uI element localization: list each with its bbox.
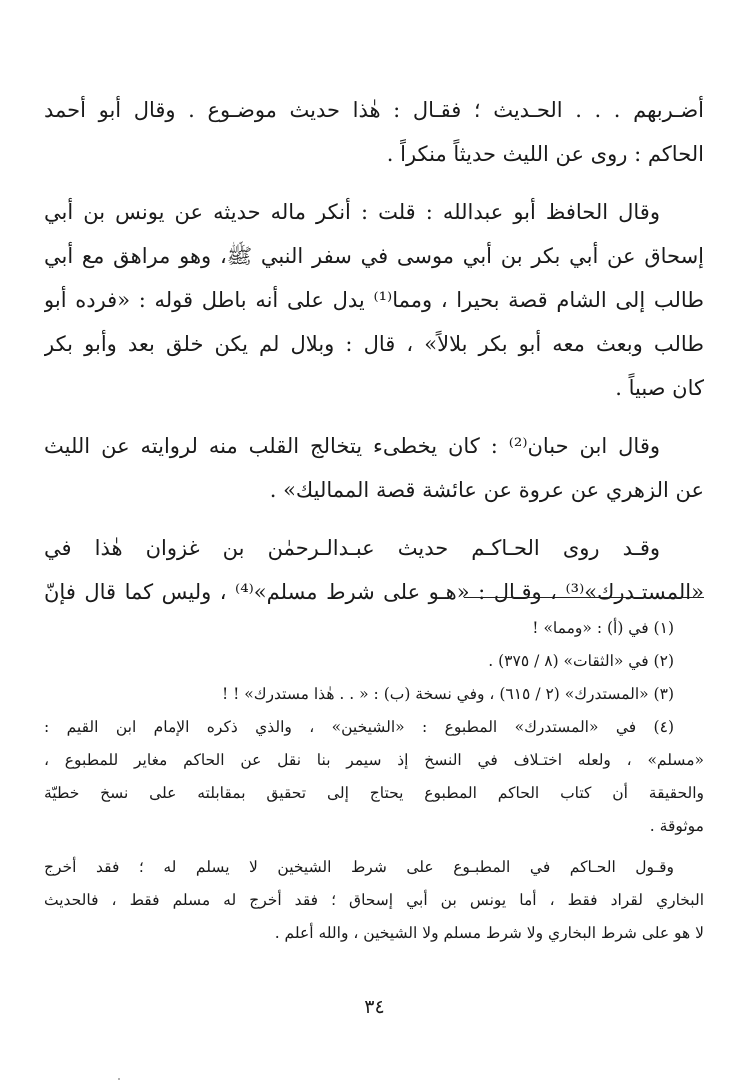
footnote-line: لا هو على شرط البخاري ولا شرط مسلم ولا الشيخين ، والله أعلم . [274, 924, 704, 942]
text-line: عن الزهري عن عروة عن عائشة قصة المماليك» . [269, 478, 704, 502]
footnote-line: والحقيقة أن كتاب الحاكم المطبوع يحتاج إلى تحقيق بمقابلته على نسخ خطيّة [44, 784, 704, 802]
paragraph-1 [44, 88, 704, 176]
footnote-line: وقـول الحـاكم في المطبـوع على شرط الشيخين لا يسلم له ؛ فقد أخرج [44, 858, 674, 876]
footnote-4 [44, 711, 704, 843]
footnote-1: (١) في (أ) : «ومما» ! [532, 619, 674, 637]
paragraph-3 [44, 424, 704, 512]
footnote-3: (٣) «المستدرك» (٢ / ٦١٥) ، وفي نسخة (ب) : « . . هٰذا مستدرك» ! ! [221, 685, 674, 703]
text-line: وقـد روى الحـاكـم حديث عبـدالـرحمٰن بن غزوان هٰذا في [44, 536, 660, 560]
footnote-line: «مسلم» ، ولعله اختـلاف في النسخ إذ سيمر بنا نقل عن الحاكم مغاير للمطبوع ، [44, 751, 704, 769]
footnote-line: موثوقة . [649, 817, 704, 835]
footnote-2: (٢) في «الثقات» (٨ / ٣٧٥) . [488, 652, 674, 670]
paragraph-4 [44, 526, 704, 614]
main-text [44, 88, 704, 614]
scan-speck [118, 1078, 120, 1080]
text-line: طالب وبعث معه أبو بكر بلالاً» ، قال : وبلال لم يكن خلق بعد وأبو بكر [44, 332, 704, 356]
text-line: إسحاق عن أبي بكر بن أبي موسى في سفر النبي ﷺ، وهو مراهق مع أبي [44, 244, 704, 268]
text-line: الحاكم : روى عن الليث حديثاً منكراً . [386, 142, 704, 166]
footnote-continuation [44, 851, 704, 950]
footnotes [44, 612, 704, 950]
text-line: «المستـدرك»⁽³⁾ ، وقـال : «هـو على شرط مسلم»⁽⁴⁾ ، وليس كما قال فإنّ [44, 580, 704, 604]
page-number: ٣٤ [364, 996, 385, 1018]
footnote-line: (٤) في «المستدرك» المطبوع : «الشيخين» ، والذي ذكره الإمام ابن القيم : [44, 718, 674, 736]
text-line: طالب إلى الشام قصة بحيرا ، ومما⁽¹⁾ يدل على أنه باطل قوله : «فرده أبو [44, 288, 704, 312]
footnote-separator [464, 597, 704, 598]
footnote-line: البخاري لقراد فقط ، أما يونس بن أبي إسحاق ؛ فقد أخرج له مسلم فقط ، فالحديث [44, 891, 704, 909]
text-line: أضـربهم . . . الحـديث ؛ فقـال : هٰذا حديث موضـوع . وقال أبو أحمد [44, 98, 704, 122]
paragraph-2 [44, 190, 704, 410]
text-line: وقال ابن حبان⁽²⁾ : كان يخطىء يتخالج القلب منه لروايته عن الليث [44, 434, 660, 458]
text-line: كان صبياً . [615, 376, 704, 400]
text-line: وقال الحافظ أبو عبدالله : قلت : أنكر ماله حديثه عن يونس بن أبي [44, 200, 660, 224]
